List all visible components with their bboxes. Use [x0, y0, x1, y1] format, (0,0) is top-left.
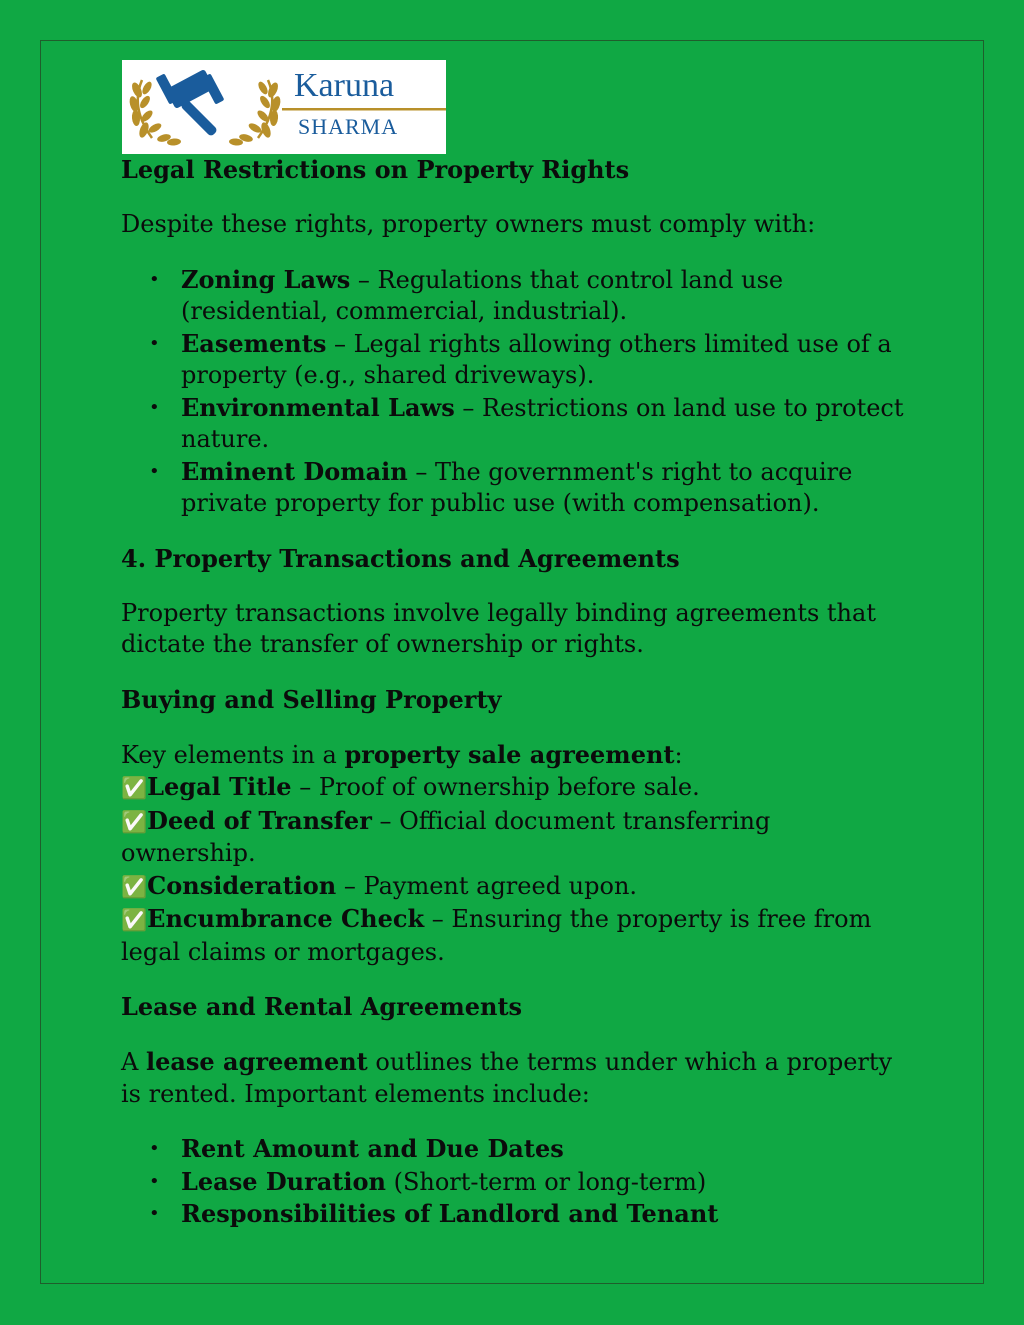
restrictions-list	[121, 264, 911, 520]
gavel-icon	[156, 69, 225, 137]
check-item: ✅Legal Title – Proof of ownership before sale.	[121, 772, 700, 801]
bullet-icon: •	[149, 460, 160, 482]
paragraph-sale-agreement-intro: Key elements in a property sale agreement:	[121, 739, 683, 769]
list-item: • Responsibilities of Landlord and Tenant	[149, 1199, 719, 1228]
bullet-icon: •	[149, 1170, 160, 1192]
bullet-icon: •	[149, 268, 160, 290]
bullet-icon: •	[149, 332, 160, 354]
check-item: ✅Encumbrance Check – Ensuring the property is free from legal claims or mortgages.	[121, 904, 872, 966]
logo-name-karuna: Karuna	[294, 67, 395, 104]
heading-buying-selling: Buying and Selling Property	[121, 684, 502, 714]
check-icon: ✅	[121, 776, 148, 800]
check-icon: ✅	[121, 908, 148, 932]
paragraph-restrictions-intro: Despite these rights, property owners must comply with:	[121, 210, 816, 238]
list-item: • Easements – Legal rights allowing others limited use of a property (e.g., shared driveways).	[149, 328, 892, 389]
bullet-icon: •	[149, 1138, 160, 1159]
check-item: ✅Deed of Transfer – Official document transferring ownership.	[121, 805, 771, 867]
list-item: • Eminent Domain – The government's right to acquire private property for public use (with compensation).	[149, 456, 853, 517]
bullet-icon: •	[149, 396, 160, 418]
sale-elements-list	[121, 771, 911, 968]
karuna-sharma-logo	[122, 60, 446, 154]
check-item: ✅Consideration – Payment agreed upon.	[121, 870, 638, 900]
heading-lease-rental: Lease and Rental Agreements	[121, 992, 523, 1021]
heading-legal-restrictions: Legal Restrictions on Property Rights	[121, 155, 630, 184]
document-body	[121, 154, 911, 1231]
paragraph-lease-intro: A lease agreement outlines the terms under which a property is rented. Important elements include:	[121, 1047, 893, 1108]
paragraph-transactions-intro: Property transactions involve legally binding agreements that dictate the transfer of ownership or rights.	[121, 598, 876, 658]
logo-name-sharma: SHARMA	[298, 114, 399, 139]
check-icon: ✅	[121, 809, 148, 834]
list-item: • Lease Duration (Short-term or long-term)	[149, 1166, 707, 1196]
lease-elements-list	[121, 1133, 911, 1231]
list-item: • Rent Amount and Due Dates	[149, 1134, 564, 1163]
heading-property-transactions: 4. Property Transactions and Agreements	[121, 543, 680, 573]
list-item: • Environmental Laws – Restrictions on land use to protect nature.	[149, 392, 904, 453]
list-item: • Zoning Laws – Regulations that control land use (residential, commercial, industrial).	[149, 264, 784, 325]
bullet-icon: •	[149, 1203, 160, 1224]
check-icon: ✅	[121, 874, 148, 899]
